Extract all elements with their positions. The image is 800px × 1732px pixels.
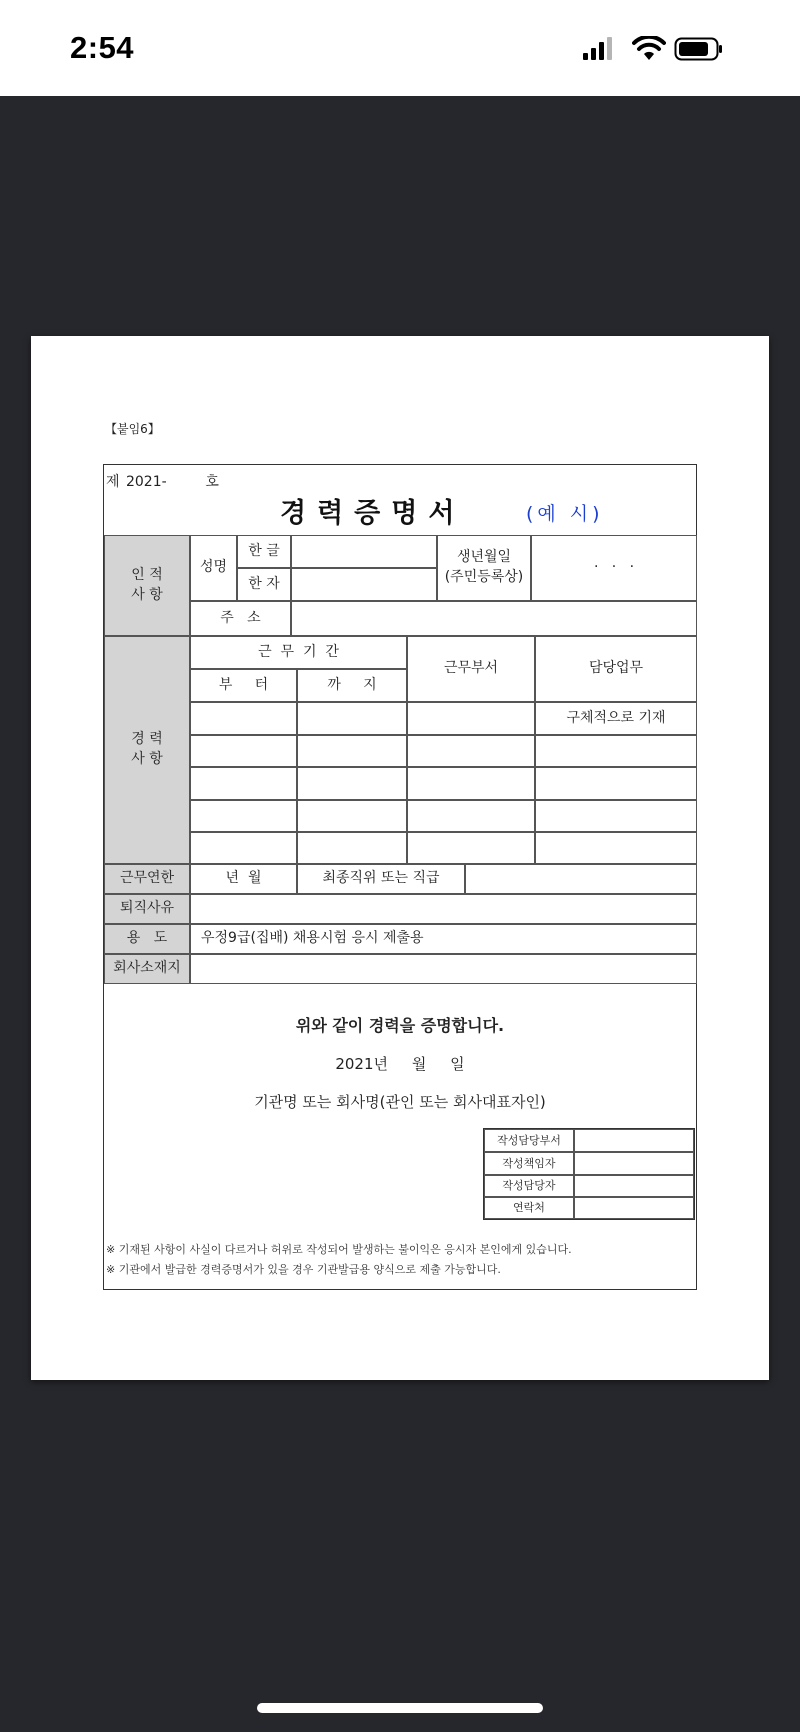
career-row-2-duty[interactable] xyxy=(535,735,697,767)
final-position-field[interactable] xyxy=(465,864,697,894)
duty-label: 담당업무 xyxy=(535,636,697,702)
hanja-name-field[interactable] xyxy=(291,568,437,601)
career-row-1-to[interactable] xyxy=(297,702,407,735)
career-row-1-dept[interactable] xyxy=(407,702,535,735)
career-row-3-from[interactable] xyxy=(190,767,297,800)
career-row-4-duty[interactable] xyxy=(535,800,697,832)
certify-statement: 위와 같이 경력을 증명합니다. xyxy=(295,1016,505,1035)
note-line: ※ 기관에서 발급한 경력증명서가 있을 경우 기관발급용 양식으로 제출 가능합니다. xyxy=(106,1263,501,1276)
issuer-name: 기관명 또는 회사명(관인 또는 회사대표자인) xyxy=(254,1093,546,1111)
hangul-label: 한 글 xyxy=(237,535,291,568)
sign-row-field[interactable] xyxy=(574,1197,694,1219)
career-row-3-duty[interactable] xyxy=(535,767,697,800)
career-row-1-from[interactable] xyxy=(190,702,297,735)
career-row-3-dept[interactable] xyxy=(407,767,535,800)
address-label: 주 소 xyxy=(190,601,291,636)
document-title: 경력증명서 xyxy=(280,498,466,529)
career-certificate-form xyxy=(103,464,697,1290)
attachment-label: 【붙임6】 xyxy=(105,422,160,436)
sign-row-label: 작성담당부서 xyxy=(484,1129,574,1152)
career-row-2-dept[interactable] xyxy=(407,735,535,767)
from-label: 부 터 xyxy=(190,669,297,702)
status-time: 2:54 xyxy=(70,30,135,65)
career-section-label: 경 력 사 항 xyxy=(104,636,190,864)
career-row-5-duty[interactable] xyxy=(535,832,697,864)
cellular-signal-icon xyxy=(582,36,616,62)
years-months-field[interactable]: 년 월 xyxy=(190,864,297,894)
name-label: 성명 xyxy=(190,535,237,601)
sign-row-label: 작성담당자 xyxy=(484,1175,574,1197)
wifi-icon xyxy=(632,36,666,62)
career-row-5-to[interactable] xyxy=(297,832,407,864)
department-label: 근무부서 xyxy=(407,636,535,702)
career-row-5-dept[interactable] xyxy=(407,832,535,864)
service-years-label: 근무연한 xyxy=(104,864,190,894)
address-field[interactable] xyxy=(291,601,697,636)
career-row-4-to[interactable] xyxy=(297,800,407,832)
example-label: (예 시) xyxy=(526,503,604,525)
battery-icon xyxy=(674,36,724,62)
purpose-value: 우정9급(집배) 채용시험 응시 제출용 xyxy=(190,924,697,954)
hanja-label: 한 자 xyxy=(237,568,291,601)
retire-reason-field[interactable] xyxy=(190,894,697,924)
sign-row-field[interactable] xyxy=(574,1152,694,1175)
document-number: 제 2021- 호 xyxy=(106,474,219,490)
birth-date-label: 생년월일 (주민등록상) xyxy=(437,535,531,601)
career-row-4-from[interactable] xyxy=(190,800,297,832)
retire-reason-label: 퇴직사유 xyxy=(104,894,190,924)
company-address-label: 회사소재지 xyxy=(104,954,190,984)
to-label: 까 지 xyxy=(297,669,407,702)
sign-row-label: 작성책임자 xyxy=(484,1152,574,1175)
sign-row-field[interactable] xyxy=(574,1129,694,1152)
sign-row-label: 연락처 xyxy=(484,1197,574,1219)
purpose-label: 용 도 xyxy=(104,924,190,954)
career-row-5-from[interactable] xyxy=(190,832,297,864)
career-row-2-from[interactable] xyxy=(190,735,297,767)
home-indicator[interactable] xyxy=(257,1703,543,1713)
work-period-label: 근 무 기 간 xyxy=(190,636,407,669)
career-row-2-to[interactable] xyxy=(297,735,407,767)
document-page xyxy=(31,336,769,1380)
company-address-field[interactable] xyxy=(190,954,697,984)
career-row-3-to[interactable] xyxy=(297,767,407,800)
final-position-label: 최종직위 또는 직급 xyxy=(297,864,465,894)
note-line: ※ 기재된 사항이 사실이 다르거나 허위로 작성되어 발생하는 불이익은 응시자 본인에게 있습니다. xyxy=(106,1243,572,1256)
duty-note: 구체적으로 기재 xyxy=(535,702,697,735)
hangul-name-field[interactable] xyxy=(291,535,437,568)
career-row-4-dept[interactable] xyxy=(407,800,535,832)
issue-date: 2021년 월 일 xyxy=(335,1055,465,1073)
sign-row-field[interactable] xyxy=(574,1175,694,1197)
personal-section-label: 인 적 사 항 xyxy=(104,535,190,636)
status-bar xyxy=(0,0,800,96)
sign-table xyxy=(483,1128,695,1220)
birth-date-field[interactable]: · · · xyxy=(531,535,697,601)
